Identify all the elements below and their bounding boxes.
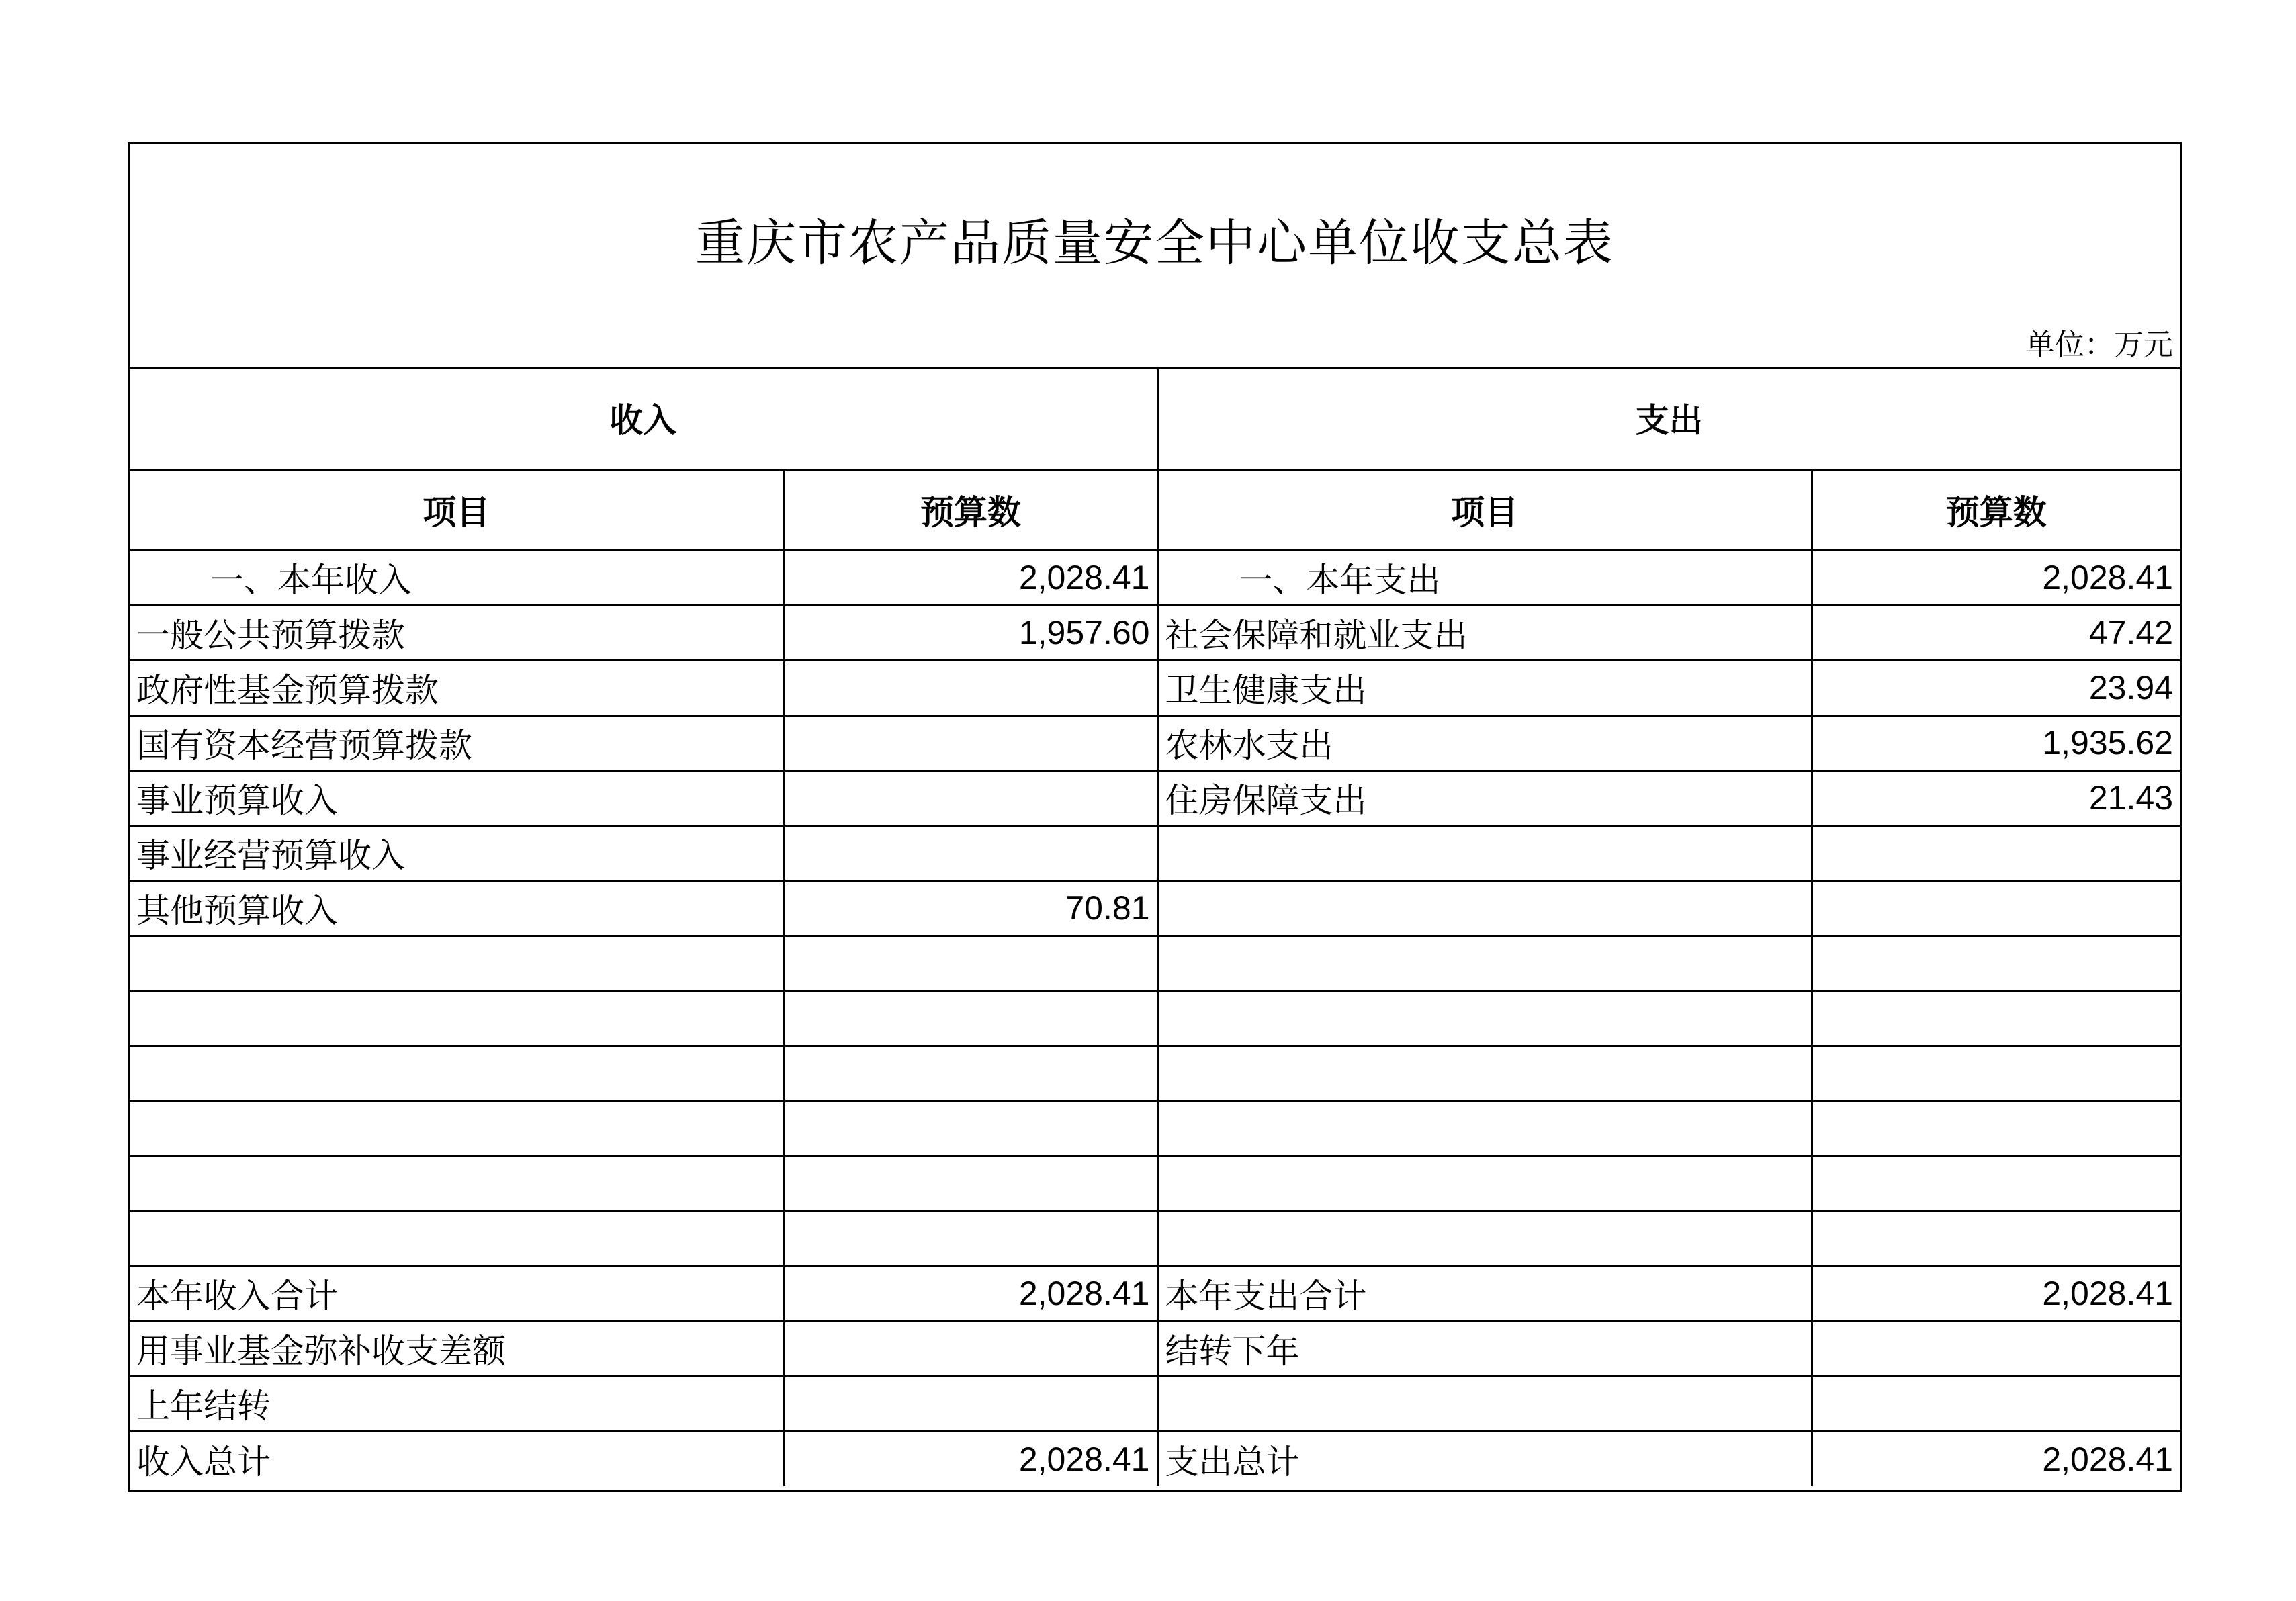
income-item-cell: 国有资本经营预算拨款 <box>130 715 784 770</box>
income-budget-cell <box>784 1046 1157 1101</box>
income-section-header: 收入 <box>130 367 1157 469</box>
income-budget-cell <box>784 825 1157 880</box>
table-row <box>130 770 2180 825</box>
table-row <box>130 1046 2180 1101</box>
expense-budget-cell: 21.43 <box>1812 770 2180 825</box>
unit-label: 单位：万元 <box>2025 328 2173 362</box>
table-row <box>130 1321 2180 1376</box>
income-budget-cell: 1,957.60 <box>784 605 1157 660</box>
expense-budget-cell <box>1812 991 2180 1046</box>
table-row <box>130 1376 2180 1431</box>
expense-budget-cell <box>1812 1101 2180 1156</box>
table-row <box>130 1156 2180 1211</box>
title-block <box>130 144 2180 369</box>
table-row <box>130 715 2180 770</box>
table-row <box>130 1211 2180 1266</box>
column-header-row <box>130 469 2180 550</box>
expense-item-cell: 住房保障支出 <box>1157 770 1812 825</box>
table-row <box>130 1431 2180 1486</box>
income-item-cell <box>130 991 784 1046</box>
income-item-cell <box>130 1211 784 1266</box>
table-row <box>130 1266 2180 1321</box>
income-item-cell: 事业经营预算收入 <box>130 825 784 880</box>
expense-budget-cell: 2,028.41 <box>1812 1266 2180 1321</box>
income-item-cell: 用事业基金弥补收支差额 <box>130 1321 784 1376</box>
expense-item-cell <box>1157 1211 1812 1266</box>
expense-item-cell <box>1157 1101 1812 1156</box>
table-row <box>130 660 2180 715</box>
income-item-cell <box>130 1156 784 1211</box>
expense-budget-cell <box>1812 1376 2180 1431</box>
table-row <box>130 935 2180 991</box>
income-item-cell <box>130 935 784 991</box>
table-row <box>130 880 2180 935</box>
expense-budget-cell: 2,028.41 <box>1812 1431 2180 1486</box>
expense-budget-cell <box>1812 1211 2180 1266</box>
income-item-cell: 上年结转 <box>130 1376 784 1431</box>
income-budget-cell <box>784 1101 1157 1156</box>
income-budget-cell <box>784 1156 1157 1211</box>
page-title: 重庆市农产品质量安全中心单位收支总表 <box>695 214 1614 272</box>
expense-budget-cell: 23.94 <box>1812 660 2180 715</box>
expense-section-header: 支出 <box>1157 367 2180 469</box>
expense-budget-cell <box>1812 1046 2180 1101</box>
table-row <box>130 825 2180 880</box>
income-item-cell: 政府性基金预算拨款 <box>130 660 784 715</box>
income-budget-cell <box>784 715 1157 770</box>
expense-item-cell <box>1157 880 1812 935</box>
income-budget-cell <box>784 660 1157 715</box>
expense-item-cell: 结转下年 <box>1157 1321 1812 1376</box>
income-budget-cell <box>784 991 1157 1046</box>
income-budget-cell: 2,028.41 <box>784 1266 1157 1321</box>
income-budget-cell <box>784 1321 1157 1376</box>
budget-table <box>130 367 2180 1486</box>
income-budget-cell: 2,028.41 <box>784 1431 1157 1486</box>
section-header-row <box>130 367 2180 469</box>
expense-budget-header: 预算数 <box>1812 469 2180 550</box>
expense-budget-cell <box>1812 825 2180 880</box>
expense-item-cell <box>1157 825 1812 880</box>
income-item-cell: 一、本年收入 <box>130 550 784 605</box>
table-row <box>130 550 2180 605</box>
expense-budget-cell: 2,028.41 <box>1812 550 2180 605</box>
income-budget-cell <box>784 1376 1157 1431</box>
expense-item-cell <box>1157 1376 1812 1431</box>
income-item-cell: 事业预算收入 <box>130 770 784 825</box>
expense-budget-cell <box>1812 880 2180 935</box>
expense-item-cell <box>1157 1156 1812 1211</box>
expense-budget-cell <box>1812 1156 2180 1211</box>
expense-item-cell: 支出总计 <box>1157 1431 1812 1486</box>
expense-item-cell: 一、本年支出 <box>1157 550 1812 605</box>
income-item-cell: 本年收入合计 <box>130 1266 784 1321</box>
expense-budget-cell <box>1812 1321 2180 1376</box>
expense-item-cell: 社会保障和就业支出 <box>1157 605 1812 660</box>
expense-item-cell <box>1157 991 1812 1046</box>
table-row <box>130 605 2180 660</box>
expense-item-cell: 卫生健康支出 <box>1157 660 1812 715</box>
table-row <box>130 991 2180 1046</box>
income-item-cell: 收入总计 <box>130 1431 784 1486</box>
report-sheet <box>128 142 2182 1492</box>
income-budget-cell <box>784 770 1157 825</box>
expense-budget-cell: 1,935.62 <box>1812 715 2180 770</box>
expense-item-header: 项目 <box>1157 469 1812 550</box>
income-item-cell <box>130 1046 784 1101</box>
income-item-cell: 一般公共预算拨款 <box>130 605 784 660</box>
expense-item-cell <box>1157 935 1812 991</box>
expense-budget-cell: 47.42 <box>1812 605 2180 660</box>
income-item-cell <box>130 1101 784 1156</box>
income-item-header: 项目 <box>130 469 784 550</box>
income-budget-cell <box>784 935 1157 991</box>
income-budget-cell: 2,028.41 <box>784 550 1157 605</box>
income-budget-cell: 70.81 <box>784 880 1157 935</box>
expense-budget-cell <box>1812 935 2180 991</box>
income-item-cell: 其他预算收入 <box>130 880 784 935</box>
income-budget-header: 预算数 <box>784 469 1157 550</box>
table-row <box>130 1101 2180 1156</box>
expense-item-cell: 农林水支出 <box>1157 715 1812 770</box>
expense-item-cell: 本年支出合计 <box>1157 1266 1812 1321</box>
expense-item-cell <box>1157 1046 1812 1101</box>
income-budget-cell <box>784 1211 1157 1266</box>
